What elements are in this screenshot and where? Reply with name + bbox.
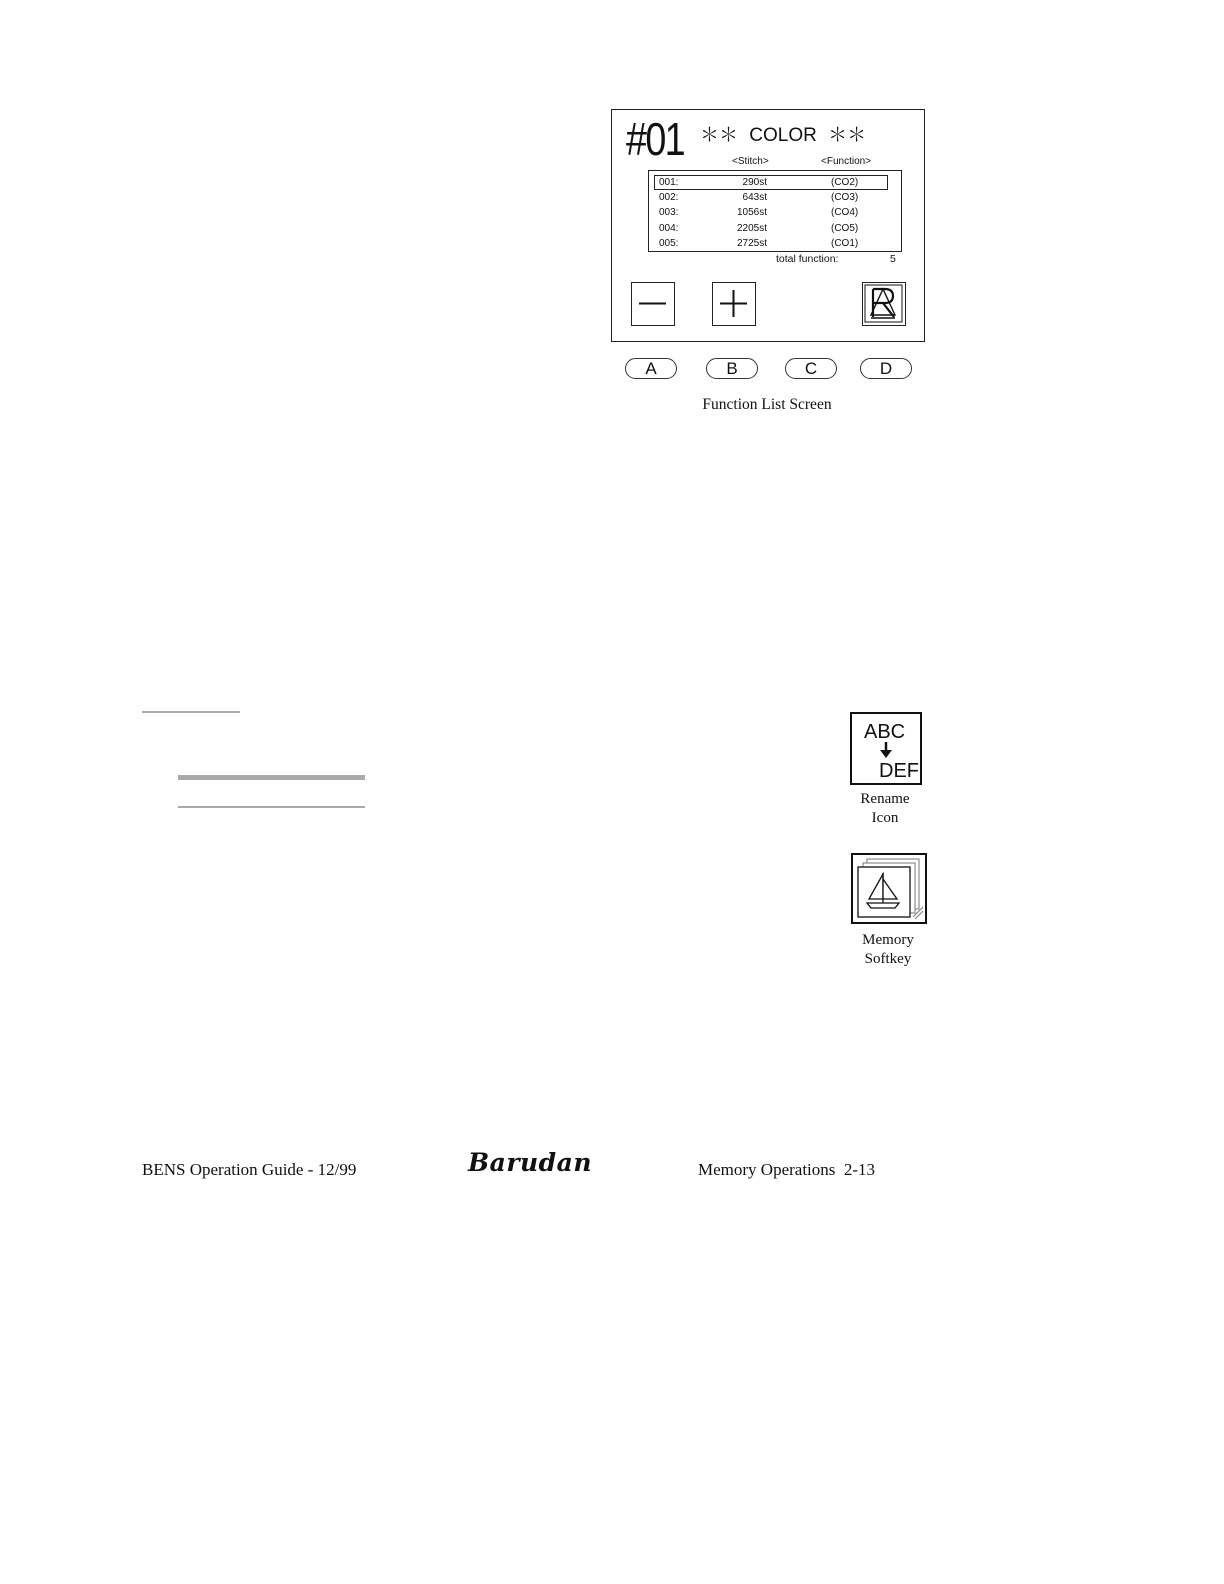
row-number: 005: <box>659 238 679 249</box>
row-function: (CO1) <box>831 238 859 249</box>
rename-caption-line2: Icon <box>871 810 899 826</box>
total-function-label: total function: <box>776 253 839 265</box>
minus-softkey[interactable] <box>631 282 675 326</box>
return-icon <box>863 283 904 324</box>
function-list-screen <box>611 109 925 342</box>
row-stitch: 643st <box>742 192 767 203</box>
memory-softkey-caption <box>840 931 936 969</box>
key-c[interactable]: C <box>785 358 837 379</box>
function-list <box>648 170 902 252</box>
plus-softkey[interactable] <box>712 282 756 326</box>
key-a[interactable]: A <box>625 358 677 379</box>
table-row[interactable] <box>655 191 887 204</box>
rename-icon-text-top: ABC <box>864 721 906 743</box>
table-row[interactable] <box>655 176 887 189</box>
pattern-number: #01 <box>626 113 685 165</box>
row-number: 001: <box>659 177 679 188</box>
return-softkey[interactable] <box>862 282 906 326</box>
table-row[interactable] <box>655 237 887 250</box>
key-b[interactable]: B <box>706 358 758 379</box>
row-number: 004: <box>659 223 679 234</box>
footer-right: Memory Operations 2-13 <box>698 1160 876 1179</box>
rename-icon-text-bottom: DEF <box>879 760 919 782</box>
screen-title: ＊＊ COLOR ＊＊ <box>700 125 867 146</box>
table-row[interactable] <box>655 222 887 235</box>
stitch-column-header: <Stitch> <box>732 156 769 167</box>
row-function: (CO5) <box>831 223 859 234</box>
heading-rule-thick <box>178 775 365 780</box>
rename-icon-caption <box>836 790 934 828</box>
brand-logo: Barudan <box>468 1148 593 1177</box>
memory-softkey-icon[interactable] <box>851 853 927 924</box>
function-column-header: <Function> <box>821 156 872 167</box>
memory-caption-line1: Memory <box>862 932 914 948</box>
row-number: 002: <box>659 192 679 203</box>
row-number: 003: <box>659 207 679 218</box>
minus-icon <box>632 283 673 324</box>
rename-icon[interactable] <box>850 712 922 785</box>
row-stitch: 2205st <box>736 223 767 234</box>
section-rule <box>142 711 240 713</box>
table-row[interactable] <box>655 206 887 219</box>
key-d[interactable]: D <box>860 358 912 379</box>
figure-caption: Function List Screen <box>702 396 832 413</box>
total-function-value: 5 <box>890 253 896 265</box>
row-function: (CO4) <box>831 207 859 218</box>
footer-left: BENS Operation Guide - 12/99 <box>142 1160 357 1179</box>
heading-rule-thin <box>178 806 365 808</box>
row-function: (CO2) <box>831 177 859 188</box>
row-stitch: 1056st <box>736 207 767 218</box>
row-stitch: 290st <box>742 177 767 188</box>
row-function: (CO3) <box>831 192 859 203</box>
plus-icon <box>713 283 754 324</box>
memory-caption-line2: Softkey <box>864 951 912 967</box>
rename-caption-line1: Rename <box>860 791 910 807</box>
row-stitch: 2725st <box>736 238 767 249</box>
